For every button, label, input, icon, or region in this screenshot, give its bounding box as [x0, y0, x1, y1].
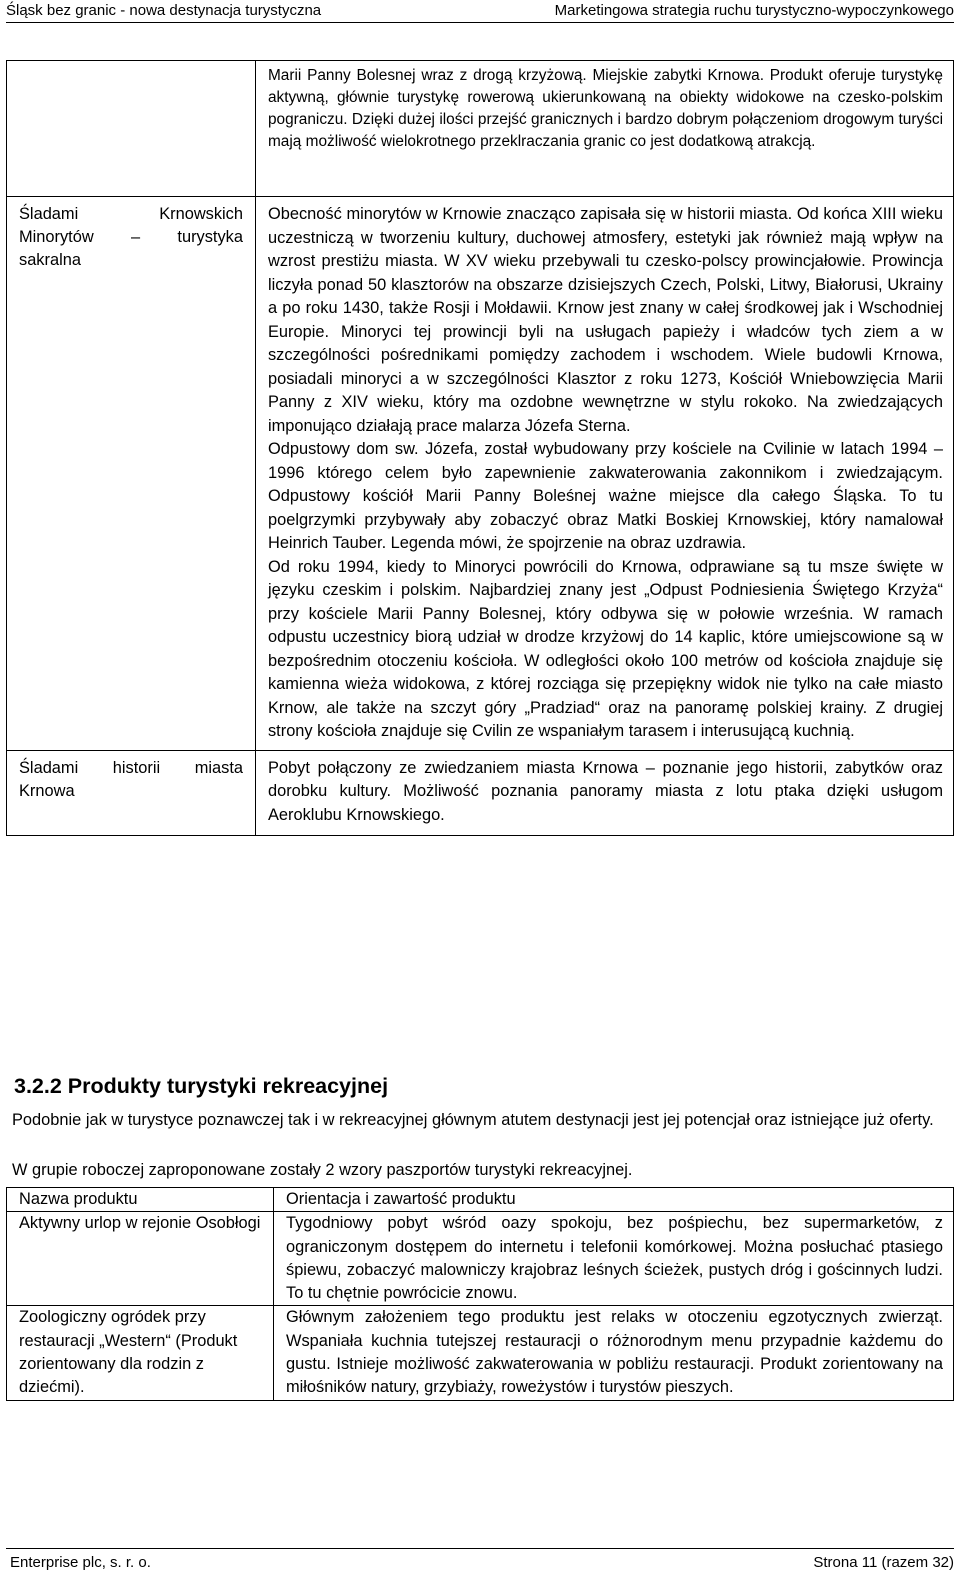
header-right-title: Marketingowa strategia ruchu turystyczno-wypoczynkowego — [554, 2, 954, 19]
table-cell-label — [7, 197, 256, 751]
row-text: Pobyt połączony ze zwiedzaniem miasta Krnowa – poznanie jego historii, zabytków oraz dorobku kultury. Możliwość poznania panoramy miasta z lotu ptaka dzięki usługom Aeroklubu Krnowskiego. — [267, 758, 943, 824]
table-row — [7, 750, 954, 836]
row-text: Marii Panny Bolesnej wraz z drogą krzyżową. Miejskie zabytki Krnowa. Produkt oferuje turystykę aktywną, głównie turystykę rowerową ukierunkowaną na obiekty widokowe na czesko-polskim pograniczu. Dzięki dużej ilości przejść granicznych i bardzo dobrym połączeniom drogowym turyści mają możliwość wielokrotnego przeklraczania granic co jest dodatkową atrakcją. — [267, 67, 943, 150]
table-row — [7, 61, 954, 197]
header-rule — [6, 22, 954, 23]
section-intro-1: Podobnie jak w turystyce poznawczej tak i w rekreacyjnej głównym atutem destynacji jest jej potencjał oraz istniejące już oferty. — [12, 1111, 934, 1129]
row-label: Śladami Krnowskich Minorytów – turystyka sakralna — [19, 205, 243, 269]
paragraph: Obecność minorytów w Krnowie znacząco zapisała się w historii miasta. Od końca XIII wieku uczestniczą w tworzeniu kultury, duchowej atmosfery, estetyki jak również mają wpływ na wzrost prestiżu miasta. W XV wieku przebywali tu czesko-polscy prowincjałowie. Prowincja liczyła ponad 50 klasztorów na obszarze dzisiejszych Czech, Polski, Litwy, Białorusi, Ukrainy a po roku 1430, także Rosji i Mołdawii. Krnow jest znany w całej środkowej jak i Wschodniej Europie. Minoryci tej prowincji byli na usługach papieży i władców tych ziem a w szczególności pośrednikami pomiędzy zachodem i wschodem. Wiele budowli Krnowa, posiadali minoryci a w szczególności Klasztor z roku 1273, Kościół Wniebowzięcia Marii Panny z XIV wieku, który ma ozdobne wewnętrzne w stylu rokoko. Na zwiedzających imponująco działają prace malarza Józefa Sterna. — [267, 205, 943, 435]
column-header-name: Nazwa produktu — [7, 1188, 274, 1212]
paragraph: Od roku 1994, kiedy to Minoryci powrócili do Krnowa, odprawiane są tu msze święte w języku czeskim i polskim. Najbardziej znany jest „Odpust Podniesienia Świętego Krzyża“ przy kościele Marii Panny Bolesnej, który odbywa się w połowie września. W ramach odpustu uczestnicy biorą udział w drodze krzyżowj do 14 kaplic, które umiejscowione są w bezpośrednim otoczeniu kościoła. W odległości około 100 metrów od kościoła znajduje się kamienna wieża widokowa, z której rozciąga się przepiękny widok nie tylko na całe miasto Krnow, ale także na szczyt góry „Pradziad“ oraz na panoramę polskiej krainy. Z drugiej strony kościoła znajduje się Cvilin ze wspaniałym tarasem i interusującą kuchnią. — [267, 557, 943, 740]
table-cell-label — [7, 61, 256, 197]
page-footer — [6, 1548, 954, 1571]
products-table-1 — [6, 60, 954, 836]
row-label: Śladami historii miasta Krnowa — [19, 758, 243, 800]
header-left-title: Śląsk bez granic - nowa destynacja turystyczna — [6, 2, 322, 19]
table-cell-text — [255, 750, 953, 836]
footer-company: Enterprise plc, s. r. o. — [10, 1554, 151, 1571]
products-table-2 — [6, 1187, 954, 1401]
table-row — [7, 1306, 954, 1400]
product-name: Zoologiczny ogródek przy restauracji „Western“ (Produkt zorientowany dla rodzin z dziećmi). — [7, 1306, 274, 1400]
section-heading: 3.2.2 Produkty turystyki rekreacyjnej — [14, 1074, 389, 1098]
section-intro-2: W grupie roboczej zaproponowane zostały 2 wzory paszportów turystyki rekreacyjnej. — [12, 1161, 633, 1179]
table-header-row — [7, 1188, 954, 1212]
paragraph: Odpustowy dom sw. Józefa, został wybudowany przy kościele na Cvilinie w latach 1994 – 1996 którego celem było zapewnienie zakwaterowania zakonnikom i zwiedzającym. Odpustowy kościół Marii Panny Boleśnej ważne miejsce dla całego Śląska. To tu poelgrzymki przybywały aby zobaczyć obraz Matki Boskiej Krnowskiej, który namalował Heinrich Tauber. Legenda mówi, że spojrzenie na obraz uzdrawia. — [267, 440, 943, 552]
footer-page-number: Strona 11 (razem 32) — [813, 1554, 954, 1571]
page-header — [6, 0, 954, 22]
table-cell-text — [255, 61, 953, 197]
table-cell-text — [255, 197, 953, 751]
table-row — [7, 197, 954, 751]
footer-rule — [6, 1548, 954, 1549]
table-cell-label — [7, 750, 256, 836]
product-description: Tygodniowy pobyt wśród oazy spokoju, bez pośpiechu, bez supermarketów, z ograniczonym dostępem do internetu i telefonii komórkowej. Można posłuchać ptasiego śpiewu, zobaczyć malowniczy krajobraz leśnych ścieżek, pustych dróg i gościnnych ludzi. To tu chętnie powrócicie znowu. — [274, 1212, 954, 1306]
table-row — [7, 1212, 954, 1306]
product-description: Głównym założeniem tego produktu jest relaks w otoczeniu egzotycznych zwierząt. Wspaniała kuchnia tutejszej restauracji o różnorodnym menu przypadnie każdemu do gustu. Istnieje możliwość zakwaterowania w pobliżu restauracji. Produkt zorientowany na miłośników natury, grzybiaży, roweżystów i turystów pieszych. — [274, 1306, 954, 1400]
column-header-orientation: Orientacja i zawartość produktu — [274, 1188, 954, 1212]
product-name: Aktywny urlop w rejonie Osobłogi — [7, 1212, 274, 1306]
